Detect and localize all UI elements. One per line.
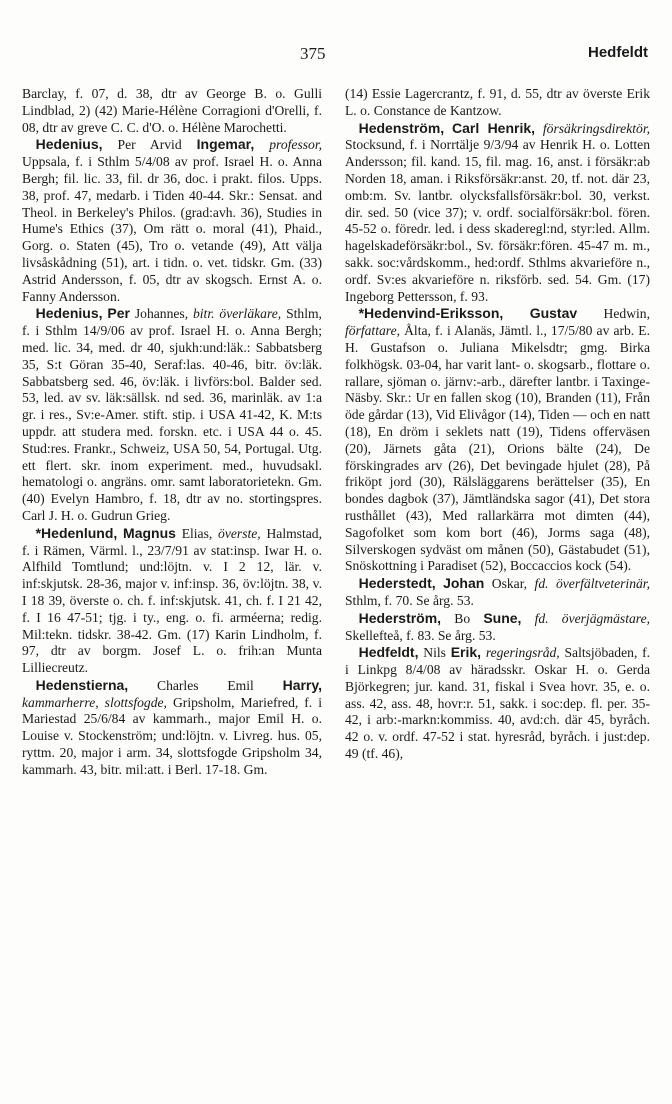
entry-calling-name: Ingemar, bbox=[196, 136, 255, 153]
page-number: 375 bbox=[300, 44, 326, 63]
entry-text: Halmstad, f. i Rämen, Värml. l., 23/7/91 av stat:insp. Iwar H. o. Alfhild Tomtlund; und:löjtn. v. I 2 12, lär. v. inf:skjutsk. 28-36, major v. inf:insp. 36, öv:löjtn. 38, v. I 18 39, överste o. ch. f. inf:skjutsk. 41, ch. f. I 21 42, f. I 16 47-51; tjg. i ty., eng. o. fi. arméerna; redig. Mil:tekn. tidskr. 38-42. Gm. (17) Karin Lindholm, f. 97, dtr av borgm. Josef L. o. frih:an Munta Lilliecreutz. bbox=[22, 525, 322, 676]
entry-title: försäkringsdirektör, bbox=[542, 120, 651, 136]
entry-text: Skellefteå, f. 83. Se årg. 53. bbox=[345, 627, 496, 643]
entry-calling-name: Magnus bbox=[123, 524, 176, 541]
entry-text: Sthlm, f. i Sthlm 14/9/06 av prof. Israel H. o. Anna Bergh; med. lic. 34, med. dr 40, sjukh:und:läk.: Sabbatsberg 35, S:t Göran 35-40, Seraf:las. 40-46, bitr. öv:läk. Sabbatsberg sed. 46, öv:läk. i livförs:bol. Balder sed. 53, led. av sv. läk:sällsk. nd sed. 36, marinläk. av 1:a gr. i res., Sv:e-Amer. stift. stip. i USA 41-42, K. M:ts uppdr. att studera med. forskn. etc. i USA 44 o. 45. Stud:res. Frankr., Schweiz, USA 50, 54, Portugal. Utg. ett flert. skr. inom experiment. med., huvudsakl. hematologi o. angräns. omr. samt laboratorietekn. Gm. (40) Evelyn Hambro, f. 18, dtr av no. stortingspres. Carl J. H. o. Gudrun Grieg. bbox=[22, 306, 322, 523]
entry-given-names: Bo bbox=[454, 610, 471, 626]
entry-hedenstierna bbox=[22, 677, 322, 779]
entry-headword: Hedenius, bbox=[35, 305, 103, 322]
entry-calling-name: Sune, bbox=[483, 609, 522, 626]
entry-headword: *Hedenlund, bbox=[35, 524, 118, 541]
entry-title: kammarherre, slottsfogde, bbox=[22, 694, 167, 710]
entry-hederstedt bbox=[345, 575, 650, 610]
entry-hedenvind-eriksson bbox=[345, 305, 650, 575]
entry-text: Barclay, f. 07, d. 38, dtr av George B. o. Gulli Lindblad, 2) (42) Marie-Hélène Corragioni d'Orelli, f. 08, dtr av greve C. C. d'O. o. Hélène Marochetti. bbox=[22, 86, 322, 135]
entry-headword: *Hedenvind-Eriksson, bbox=[358, 305, 504, 322]
entry-title: överste, bbox=[218, 525, 261, 541]
entry-hedenius-ingemar bbox=[22, 136, 322, 305]
entry-given-names: Charles Emil bbox=[157, 677, 254, 693]
entry-given-names: Hedwin, bbox=[603, 306, 650, 322]
entry-calling-name: Harry, bbox=[282, 676, 323, 693]
entry-title: fd. överjägmästare, bbox=[534, 610, 650, 626]
entry-text: Saltsjöbaden, f. i Linkpg 8/4/08 av häradsskr. Oskar H. o. Gerda Björkegren; jur. kand. 31, fiskal i Svea hovr. 35, e. o. ass. 42, ass. 48, hovr:r. 51, sakk. i soc:dep. fl. per. 35-42, i arb:-markn:kommiss. 40, avd:ch. där 45, byråch. 42 o. v. ordf. 47-52 i stat. hyresråd, byråch. i just:dep. 49 (tf. 46), bbox=[345, 645, 651, 762]
entry-headword: Hederstedt, bbox=[358, 575, 436, 592]
entry-calling-name: Carl Henrik, bbox=[452, 119, 536, 136]
entry-headword: Hedenström, bbox=[358, 119, 445, 136]
entry-text: Uppsala, f. i Sthlm 5/4/08 av prof. Israel H. o. Anna Bergh; fil. lic. 33, fil. dr 36, doc. i prakt. filos. Upps. 38, prof. 47, medarb. i Tiden 40-44. Skr.: Sensat. and Theol. in Berkeley's Philos. (grad:avh. 36), Studies in Hume's Ethics (37), Om rätt o. moral (41), Phaid., Gorg. o. Staten (45), Tro o. vetande (49), Att välja livsåskådning (51), art. i tidn. o. vet. tidskr. Gm. (33) Astrid Andersson, f. 05, dtr av skogsch. Ernst A. o. Fanny Andersson. bbox=[22, 154, 322, 304]
entry-headword: Hedfeldt, bbox=[358, 644, 419, 661]
entry-calling-name: Erik, bbox=[450, 644, 482, 661]
entry-title: bitr. överläkare, bbox=[192, 306, 282, 322]
entry-hederstrom bbox=[345, 610, 650, 645]
entry-given-names: Per Arvid bbox=[117, 137, 182, 153]
entry-text: Gripsholm, Mariefred, f. i Mariestad 25/6/84 av kammarh., major Emil H. o. Louise v. Stockenström; und:löjtn. v. Livreg. hus. 05, ryttm. 20, major i arm. 34, slottsfogde Gripsholm 34, kammarh. 43, bitr. mil:att. i Berl. 17-18. Gm. bbox=[22, 694, 322, 777]
entry-hedenstierna-continued bbox=[345, 86, 650, 120]
entry-given-names: Johannes, bbox=[134, 306, 189, 322]
entry-hedenstrom bbox=[345, 120, 650, 306]
entry-headword: Hedenstierna, bbox=[35, 676, 129, 693]
entry-title: författare, bbox=[345, 323, 401, 339]
entry-hedenlund bbox=[22, 525, 322, 677]
left-column bbox=[22, 86, 322, 779]
page-header bbox=[0, 44, 672, 70]
entry-given-names: Oskar, bbox=[491, 576, 528, 592]
right-column bbox=[345, 86, 650, 763]
entry-title: professor, bbox=[269, 137, 322, 153]
entry-calling-name: Gustav bbox=[529, 305, 578, 322]
entry-hedenius-per bbox=[22, 305, 322, 524]
running-head: Hedfeldt bbox=[588, 44, 648, 61]
entry-text: Sthlm, f. 70. Se årg. 53. bbox=[345, 592, 474, 608]
entry-barclay-continued bbox=[22, 86, 322, 136]
entry-text: Ålta, f. i Alanäs, Jämtl. l., 17/5/80 av arb. E. H. Gustafson o. Juliana Mikelsdtr; gmg. Birka folkhögsk. 03-04, har varit lant- o. skogsarb., flottare o. rallare, sjöman o. järnv:-arb., därefter lantbr. i Taxinge-Näsby. Skr.: Ur en fallen skog (10), Branden (11), Från öde gårdar (13), Vid Elivågor (14), Tiden — och en natt (18), En dröm i seklets natt (19), Tidens offerväsen (20), Järnets gåta (21), Orions bälte (24), De förskingrades arv (26), Det bevingade hjulet (28), På friköpt jord (30), Rälsläggarens berättelser (35), En bondes dagbok (37), Jämtländska sagor (41), Det stora rusthållet (43), Med rallarkärra mot dimten (44), Sagofolket som kom bort (46), Jorms saga (48), Silverskogen sydväst om månen (50), Gästabudet (51), Snöskottning i Paradiset (52), Boccaccios kock (54). bbox=[345, 323, 650, 574]
entry-text: Stocksund, f. i Norrtälje 9/3/94 av Henrik H. o. Lotten Andersson; fil. kand. 15, fil. mag. 16, anst. i försäkr:ab Norden 18, aman. i Riksförsäkr:anst. 20, tf. not. där 23, omb:m. Sv. lantbr. olycksfallsförsäkr:bol. 30, verkst. dir. sed. 50 (vice 37); v. ordf. socialförsäkr:bol. fören. 45-52 o. föredr. led. i dess skaderegl:nd, styr:led. Allm. hagelskadeförsäkr:bol., Sv. försäkr:fören. 45-47 m. m., sakk. soc:vårdskomm., hed:ordf. Sthlms akvarieföre n., ordf. Sv:es akvarieföre n. riksförb. sed. 54. Gm. (17) Ingeborg Pettersson, f. 93. bbox=[345, 137, 650, 304]
entry-given-names: Nils bbox=[423, 645, 446, 661]
entry-calling-name: Per bbox=[107, 305, 130, 322]
entry-headword: Hedenius, bbox=[35, 136, 103, 153]
entry-text: (14) Essie Lagercrantz, f. 91, d. 55, dtr av överste Erik L. o. Constance de Kantzow. bbox=[345, 86, 650, 118]
entry-given-names: Elias, bbox=[181, 525, 213, 541]
entry-headword: Hederström, bbox=[358, 609, 442, 626]
entry-calling-name: Johan bbox=[443, 575, 485, 592]
entry-hedfeldt bbox=[345, 644, 650, 763]
entry-title: fd. överfältveterinär, bbox=[534, 576, 650, 592]
entry-title: regeringsråd, bbox=[485, 645, 560, 661]
